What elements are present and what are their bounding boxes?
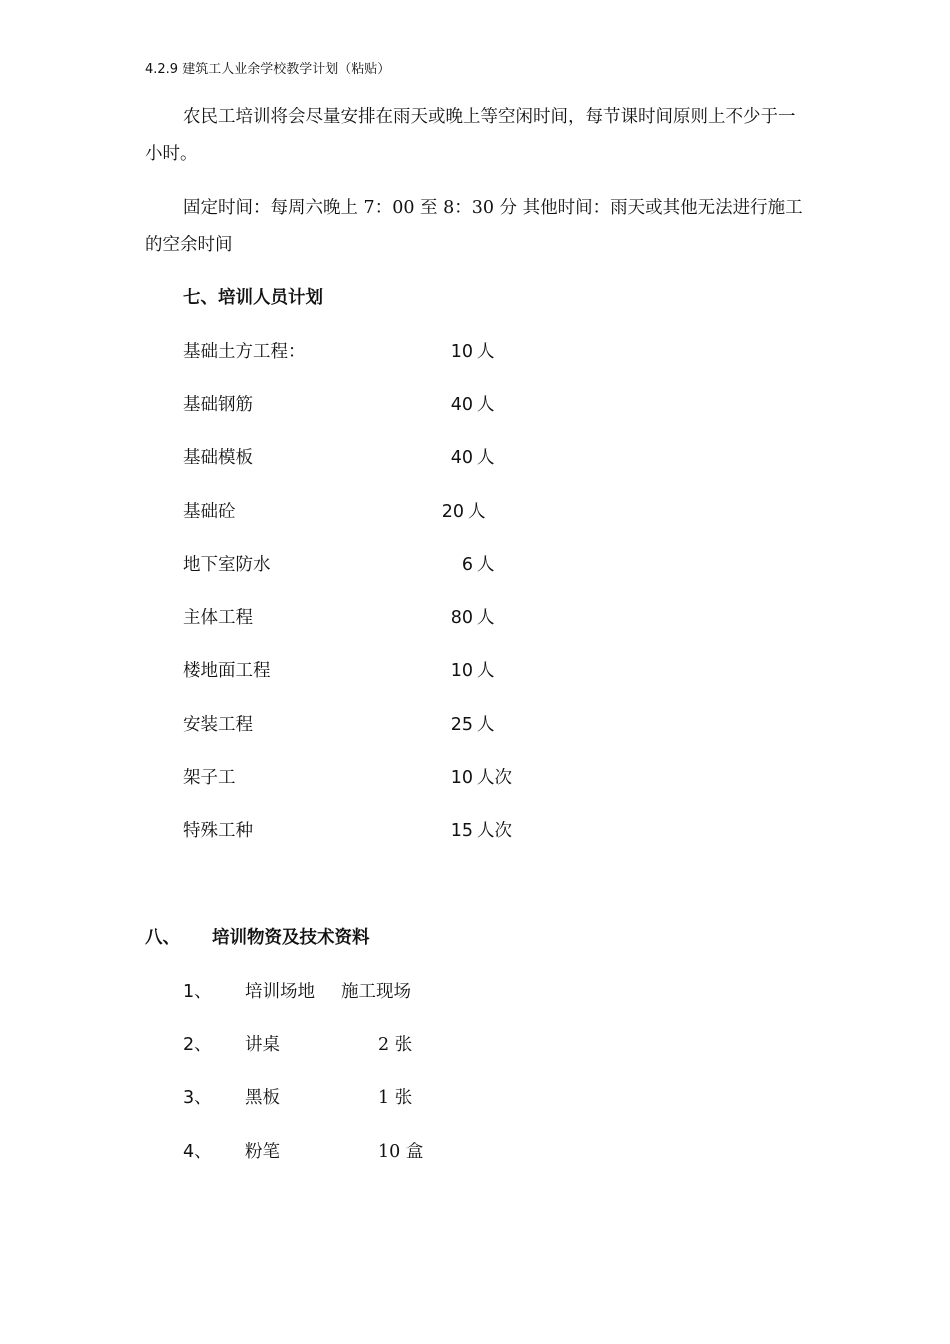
personnel-unit: 人次 — [477, 821, 512, 841]
paragraph-fixed-time: 固定时间：每周六晚上 7：00 至 8：30 分 其他时间：雨天或其他无法进行施工的空余时间 — [145, 198, 803, 255]
personnel-category: 安装工程 — [183, 715, 253, 735]
paragraph-training-schedule: 农民工培训将会尽量安排在雨天或晚上等空闲时间，每节课时间原则上不少于一小时。 — [145, 107, 796, 164]
personnel-unit: 人 — [468, 502, 486, 522]
personnel-unit: 人 — [477, 395, 495, 415]
personnel-category: 基础土方工程： — [183, 342, 306, 362]
personnel-count: 10 — [450, 768, 473, 788]
page-header: 4.2.9 建筑工人业余学校教学计划（粘贴） — [145, 62, 391, 77]
material-name: 培训场地 — [245, 982, 315, 1002]
personnel-count: 20 — [441, 502, 464, 522]
personnel-count: 80 — [450, 608, 473, 628]
personnel-count: 6 — [461, 555, 473, 575]
material-name: 黑板 — [245, 1088, 280, 1108]
material-value: 施工现场 — [341, 982, 411, 1002]
material-number: 2、 — [183, 1035, 212, 1055]
personnel-unit: 人 — [477, 448, 495, 468]
personnel-unit: 人 — [477, 555, 495, 575]
personnel-unit: 人 — [477, 608, 495, 628]
personnel-count: 15 — [450, 821, 473, 841]
personnel-count: 25 — [450, 715, 473, 735]
section-seven-title: 七、培训人员计划 — [183, 288, 323, 308]
personnel-count: 40 — [450, 448, 473, 468]
material-name: 讲桌 — [245, 1035, 280, 1055]
personnel-category: 基础砼 — [183, 502, 236, 522]
personnel-category: 地下室防水 — [183, 555, 271, 575]
personnel-count: 10 — [450, 661, 473, 681]
section-eight-title: 培训物资及技术资料 — [212, 928, 370, 948]
material-number: 1、 — [183, 982, 212, 1002]
material-name: 粉笔 — [245, 1142, 280, 1162]
personnel-count: 10 — [450, 342, 473, 362]
personnel-category: 基础钢筋 — [183, 395, 253, 415]
material-number: 3、 — [183, 1088, 212, 1108]
personnel-category: 架子工 — [183, 768, 236, 788]
material-value: 1 张 — [378, 1088, 413, 1108]
material-number: 4、 — [183, 1142, 212, 1162]
personnel-unit: 人 — [477, 661, 495, 681]
personnel-category: 基础模板 — [183, 448, 253, 468]
material-value: 10 盒 — [378, 1142, 424, 1162]
personnel-unit: 人 — [477, 342, 495, 362]
material-value: 2 张 — [378, 1035, 413, 1055]
personnel-category: 楼地面工程 — [183, 661, 271, 681]
personnel-category: 特殊工种 — [183, 821, 253, 841]
personnel-unit: 人次 — [477, 768, 512, 788]
personnel-category: 主体工程 — [183, 608, 253, 628]
section-eight-number: 八、 — [145, 928, 180, 948]
personnel-count: 40 — [450, 395, 473, 415]
personnel-unit: 人 — [477, 715, 495, 735]
